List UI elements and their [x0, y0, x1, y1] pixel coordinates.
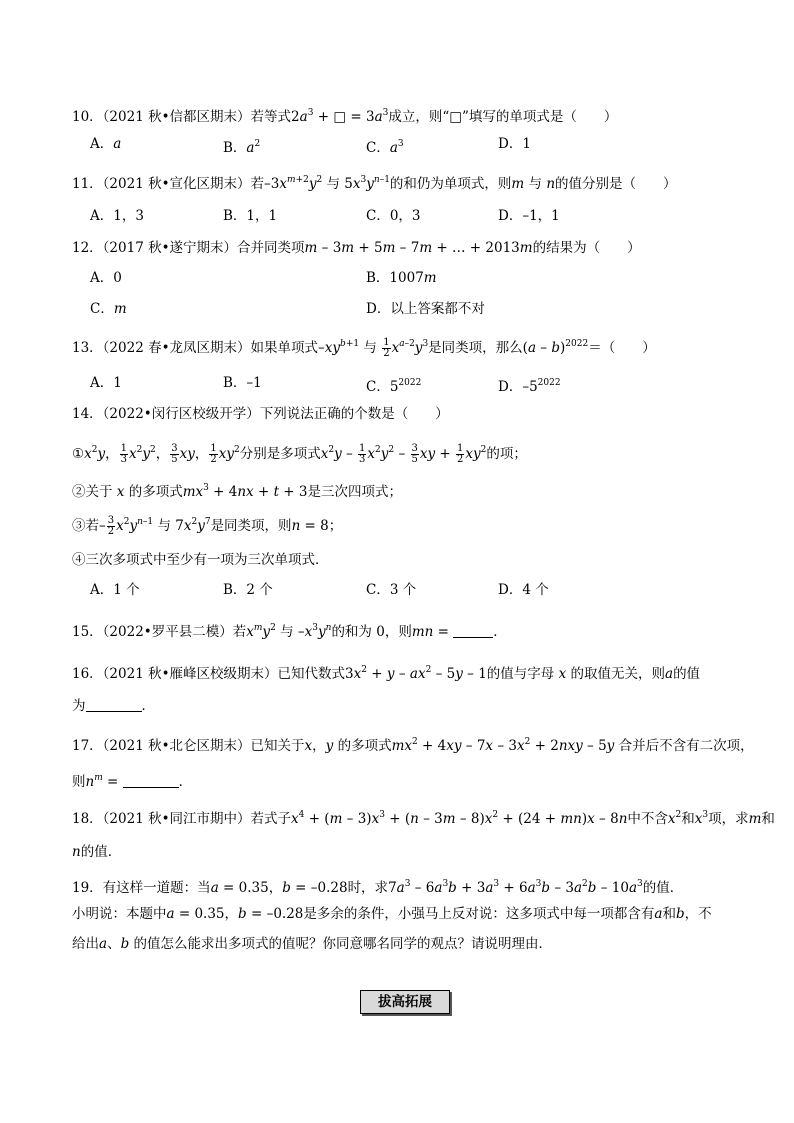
q13-option-b: B．–1 — [223, 375, 262, 391]
q11-option-d: D．–1，1 — [498, 208, 560, 224]
q13-option-c: C．$5^{2022}$ — [366, 378, 422, 395]
q12-option-a: A．0 — [90, 270, 122, 286]
question-10: 10．（2021 秋•信都区期末）若等式$2a^3$ + □ = $3a^3$成立，则“□”填写的单项式是（ ） — [72, 108, 618, 125]
question-13: 13．（2022 春•龙凤区期末）如果单项式$-xy^{b+1}$ 与 $\frac{1}{2}$ $x^{a-2}y^3$是同类项，那么(a – b)$^{2022}$＝（ ） — [72, 337, 656, 359]
q11-option-a: A．1，3 — [90, 208, 144, 224]
q10-option-d: D．1 — [498, 136, 531, 152]
q13-option-d: D．$-5^{2022}$ — [498, 378, 561, 395]
q14-option-d: D．4 个 — [498, 582, 549, 598]
q19-line-3: 给出a、b 的值怎么能求出多项式的值呢？你同意哪名同学的观点？请说明理由． — [72, 936, 553, 952]
q12-option-b: B．1007m — [366, 270, 437, 286]
q16-line-2: 为 ． — [72, 698, 155, 714]
q14-option-b: B．2 个 — [223, 582, 273, 598]
question-11: 11．（2021 秋•宣化区期末）若$-3x^{m+2}y^2$ 与 $5x^3y^{n-1}$的和仍为单项式，则m 与 n的值分别是（ ） — [72, 175, 677, 192]
q14-statement-4: ④三次多项式中至少有一项为三次单项式． — [72, 552, 329, 568]
question-14: 14．（2022•闵行区校级开学）下列说法正确的个数是（ ） — [72, 406, 449, 422]
q14-statement-1: $①x^2y$， $\frac{1}{3}$ $x^2y^2$， $\frac{3}{5}$ xy， $\frac{1}{2}$ $xy^2$分别是多项式$x^2y$ – $\frac{1}{3}$ $x^2y^2$ – $\frac{3}{5}$ xy + $\frac{1}{2}$ $xy^2$的项； — [72, 443, 527, 465]
q11-option-c: C．0，3 — [366, 208, 421, 224]
q10-option-b: B．$a^2$ — [223, 139, 261, 156]
q10-prefix: 10．（2021 秋•信都区期末）若等式 — [72, 109, 292, 125]
q14-statement-2: ②关于 x 的多项式$mx^3 + 4nx + t + 3$是三次四项式； — [72, 483, 402, 500]
q12-option-c: C．m — [90, 301, 127, 317]
q19-line-2: 小明说：本题中a = 0.35，b = –0.28是多余的条件，小强马上反对说：这多项式中每一项都含有a和b，不 — [72, 906, 712, 922]
q18-line-2: n的值． — [72, 844, 122, 860]
q10-option-c: C．$a^3$ — [366, 139, 404, 156]
q14-option-a: A．1 个 — [90, 582, 140, 598]
q13-option-a: A．1 — [90, 375, 122, 391]
q17-answer-blank — [123, 773, 179, 788]
question-18: 18．（2021 秋•同江市期中）若式子$x^4 + (m - 3)x^3 + (n - 3m - 8)x^2 + (24 + mn)x - 8n$中不含$x^2$和$x^3$项，求m和 — [72, 810, 775, 827]
question-15: 15．（2022•罗平县二模）若$x^my^2$ 与 $-x^3y^n$的和为 0，则mn = ． — [72, 623, 507, 640]
q16-answer-blank — [86, 697, 142, 712]
question-12: 12．（2017 秋•遂宁期末）合并同类项m – 3m + 5m – 7m + … + 2013m的结果为（ ） — [72, 240, 641, 256]
q14-option-c: C．3 个 — [366, 582, 417, 598]
question-17: 17．（2021 秋•北仑区期末）已知关于x，y 的多项式$mx^2 + 4xy - 7x - 3x^2 + 2nxy - 5y$ 合并后不含有二次项， — [72, 737, 754, 754]
q17-line-2: 则$n^m$ = ． — [72, 773, 193, 790]
question-16: 16．（2021 秋•雁峰区校级期末）已知代数式$3x^2 + y - ax^2 - 5y - 1$的值与字母 x 的取值无关，则a的值 — [72, 665, 701, 682]
question-19: 19．有这样一道题：当a = 0.35，b = –0.28时，求$7a^3 - 6a^3b + 3a^3 + 6a^3b - 3a^2b - 10a^3$的值． — [72, 879, 684, 896]
q12-option-d: D．以上答案都不对 — [366, 301, 485, 317]
q14-statement-3: ③若– $\frac{3}{2}$ $x^2y^{n-1}$ 与 $7x^2y^7$是同类项，则n = 8； — [72, 515, 343, 537]
q10-suffix: 成立，则“□”填写的单项式是（ ） — [388, 109, 618, 125]
q15-answer-blank — [453, 623, 493, 638]
q11-option-b: B．1，1 — [223, 208, 278, 224]
section-banner: 拔高拓展 — [360, 990, 450, 1014]
q10-option-a: A．a — [90, 136, 122, 152]
